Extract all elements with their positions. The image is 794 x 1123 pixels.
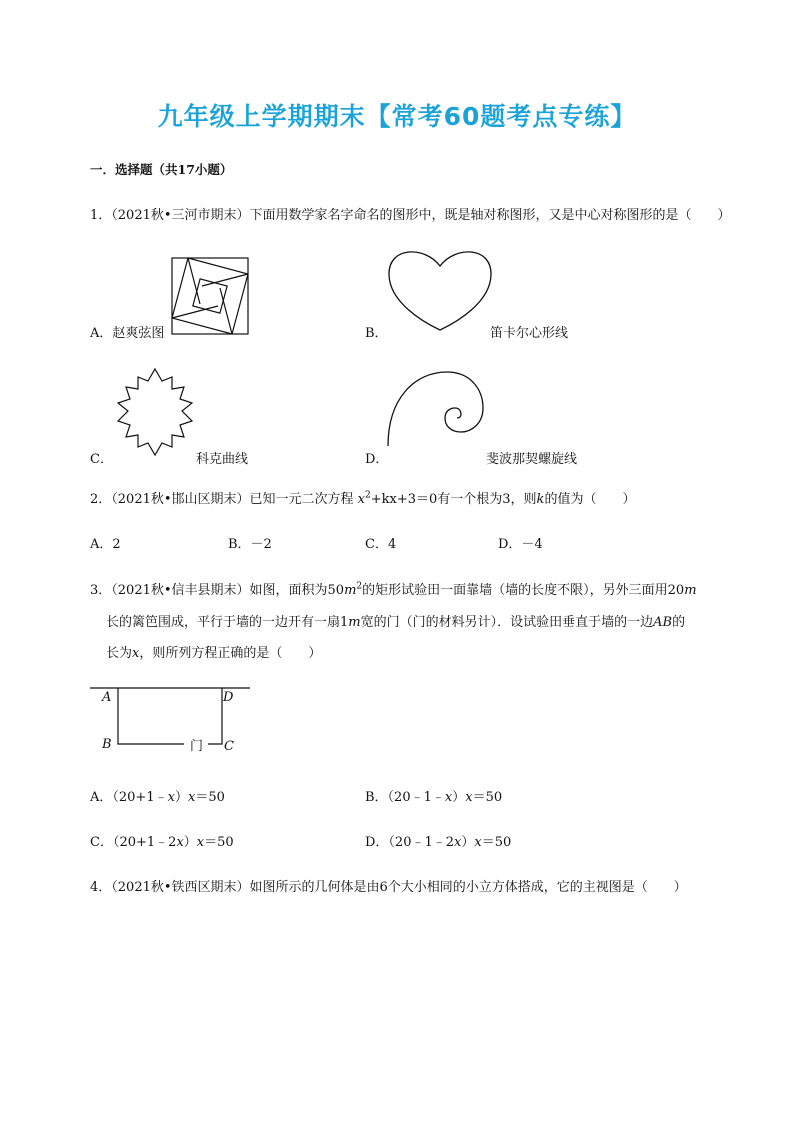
q3-option-d[interactable]: D．（20﹣1﹣2x）x＝50 — [365, 835, 512, 850]
koch-snowflake-figure — [110, 365, 200, 460]
q3-option-b[interactable]: B．（20﹣1﹣x）x＝50 — [365, 790, 503, 805]
q3-option-a[interactable]: A．（20+1﹣x）x＝50 — [90, 790, 225, 805]
question-3-line-2: 长的篱笆围成，平行于墙的一边开有一扇1m宽的门（门的材料另计）．设试验田垂直于墙的一边AB的 — [106, 615, 686, 630]
question-2-stem: 2．（2021秋•邯山区期末）已知一元二次方程 $x^2+kx+3=0$有一个根为3，则k的值为（ ） — [90, 490, 636, 507]
label-a: A — [102, 690, 112, 705]
q1-option-d-caption: 斐波那契螺旋线 — [486, 452, 578, 467]
fence-left-bottom — [118, 688, 184, 744]
cardioid-figure — [385, 244, 495, 334]
q1-option-b[interactable]: B． — [365, 326, 388, 341]
label-door: 门 — [190, 739, 204, 754]
q1-option-c[interactable]: C． — [90, 452, 113, 467]
q1-option-d[interactable]: D． — [365, 452, 389, 467]
q2-option-d[interactable]: D．－4 — [498, 537, 543, 552]
q1-option-b-caption: 笛卡尔心形线 — [490, 326, 569, 341]
question-3-line-1: 3．（2021秋•信丰县期末）如图，面积为$50m^2$的矩形试验田一面靠墙（墙的长度不限），另外三面用20m — [90, 581, 697, 598]
q3-option-c[interactable]: C．（20+1﹣2x）x＝50 — [90, 835, 234, 850]
zhaoshuang-diagram-figure — [170, 256, 252, 338]
question-3-line-3: 长为x，则所列方程正确的是（ ） — [106, 646, 322, 661]
q2-option-c[interactable]: C．4 — [365, 537, 397, 552]
label-d: D — [223, 690, 234, 705]
field-diagram — [90, 682, 260, 757]
page-title: 九年级上学期期末【常考60题考点专练】 — [157, 102, 637, 131]
question-4-stem: 4．（2021秋•铁西区期末）如图所示的几何体是由6个大小相同的小立方体搭成，它的主视图是（ ） — [90, 880, 687, 895]
q2-option-a[interactable]: A．2 — [90, 537, 121, 552]
label-b: B — [102, 737, 112, 752]
fence-right — [208, 688, 222, 744]
q1-option-c-caption: 科克曲线 — [196, 452, 249, 467]
question-1-stem: 1．（2021秋•三河市期末）下面用数学家名字命名的图形中，既是轴对称图形，又是中心对称图形的是（ ） — [90, 208, 731, 223]
q2-option-b[interactable]: B．－2 — [228, 537, 272, 552]
q1-option-a[interactable]: A．赵爽弦图 — [90, 326, 165, 341]
fibonacci-spiral-figure — [385, 368, 485, 448]
section-heading: 一．选择题（共17小题） — [90, 162, 233, 177]
label-c: C — [224, 739, 234, 754]
